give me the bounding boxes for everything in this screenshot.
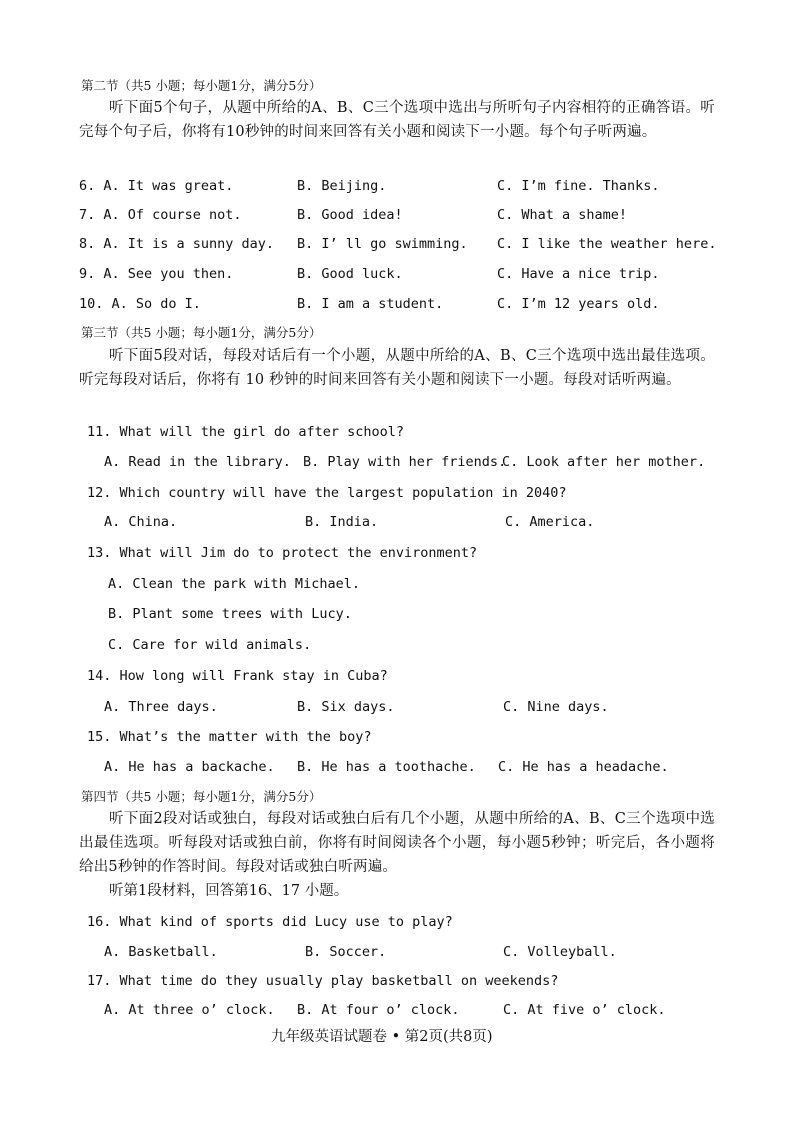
q17-option-c: C. At five o’ clock.: [503, 1002, 666, 1018]
q14-option-a: A. Three days.: [104, 699, 218, 715]
material-note: 听第1段材料，回答第16、17 小题。: [109, 883, 349, 899]
q7-option-c: C. What a shame!: [497, 207, 628, 223]
q8-option-c: C. I like the weather here.: [497, 236, 717, 252]
q8-option-a: 8. A. It is a sunny day.: [79, 236, 275, 252]
section3-header: 第三节（共5 小题；每小题1分，满分5分）: [81, 325, 322, 340]
q12-option-b: B. India.: [305, 514, 379, 530]
q12-stem: 12. Which country will have the largest population in 2040?: [87, 485, 567, 501]
q14-stem: 14. How long will Frank stay in Cuba?: [87, 668, 388, 684]
q16-option-b: B. Soccer.: [305, 944, 387, 960]
q9-option-b: B. Good luck.: [297, 266, 403, 282]
q14-option-c: C. Nine days.: [503, 699, 609, 715]
section3-instructions: 听下面5段对话，每段对话后有一个小题，从题中所给的A、B、C三个选项中选出最佳选项。听完每段对话后，你将有 10 秒钟的时间来回答有关小题和阅读下一小题。每段对话听两遍。: [79, 348, 715, 388]
q13-option-c: C. Care for wild animals.: [108, 637, 312, 653]
section4-header: 第四节（共5 小题；每小题1分，满分5分）: [81, 789, 322, 804]
q9-option-a: 9. A. See you then.: [79, 266, 234, 282]
q8-option-b: B. I’ ll go swimming.: [297, 236, 468, 252]
q13-stem: 13. What will Jim do to protect the environment?: [87, 545, 478, 561]
q13-option-a: A. Clean the park with Michael.: [108, 576, 360, 592]
q11-option-c: C. Look after her mother.: [502, 454, 706, 470]
page-footer: 九年级英语试题卷 • 第2页(共8页): [271, 1029, 493, 1045]
q6-option-c: C. I’m fine. Thanks.: [497, 178, 660, 194]
q9-option-c: C. Have a nice trip.: [497, 266, 660, 282]
q10-option-a: 10. A. So do I.: [79, 296, 201, 312]
q15-option-c: C. He has a headache.: [498, 759, 669, 775]
section2-header: 第二节（共5 小题；每小题1分，满分5分）: [81, 78, 322, 93]
q6-option-a: 6. A. It was great.: [79, 178, 234, 194]
q11-option-b: B. Play with her friends.: [303, 454, 507, 470]
q17-option-a: A. At three o’ clock.: [104, 1002, 275, 1018]
q14-option-b: B. Six days.: [297, 699, 395, 715]
q6-option-b: B. Beijing.: [297, 178, 387, 194]
q13-option-b: B. Plant some trees with Lucy.: [108, 606, 352, 622]
q10-option-b: B. I am a student.: [297, 296, 444, 312]
section2-instructions: 听下面5个句子，从题中所给的A、B、C三个选项中选出与所听句子内容相符的正确答语。听完每个句子后，你将有10秒钟的时间来回答有关小题和阅读下一小题。每个句子听两遍。: [79, 100, 715, 140]
q15-stem: 15. What’s the matter with the boy?: [87, 729, 372, 745]
q7-option-b: B. Good idea!: [297, 207, 403, 223]
q17-stem: 17. What time do they usually play basketball on weekends?: [87, 973, 559, 989]
q10-option-c: C. I’m 12 years old.: [497, 296, 660, 312]
section4-instructions: 听下面2段对话或独白，每段对话或独白后有几个小题，从题中所给的A、B、C三个选项中选出最佳选项。听每段对话或独白前，你将有时间阅读各个小题，每小题5秒钟；听完后，各小题将给出5秒钟的作答时间。每段对话或独白听两遍。: [79, 811, 715, 875]
q16-stem: 16. What kind of sports did Lucy use to play?: [87, 914, 453, 930]
q17-option-b: B. At four o’ clock.: [297, 1002, 460, 1018]
q15-option-a: A. He has a backache.: [104, 759, 275, 775]
q16-option-a: A. Basketball.: [104, 944, 218, 960]
q15-option-b: B. He has a toothache.: [297, 759, 476, 775]
q11-option-a: A. Read in the library.: [104, 454, 291, 470]
q12-option-c: C. America.: [505, 514, 595, 530]
q12-option-a: A. China.: [104, 514, 178, 530]
q16-option-c: C. Volleyball.: [503, 944, 617, 960]
q7-option-a: 7. A. Of course not.: [79, 207, 242, 223]
q11-stem: 11. What will the girl do after school?: [87, 424, 404, 440]
